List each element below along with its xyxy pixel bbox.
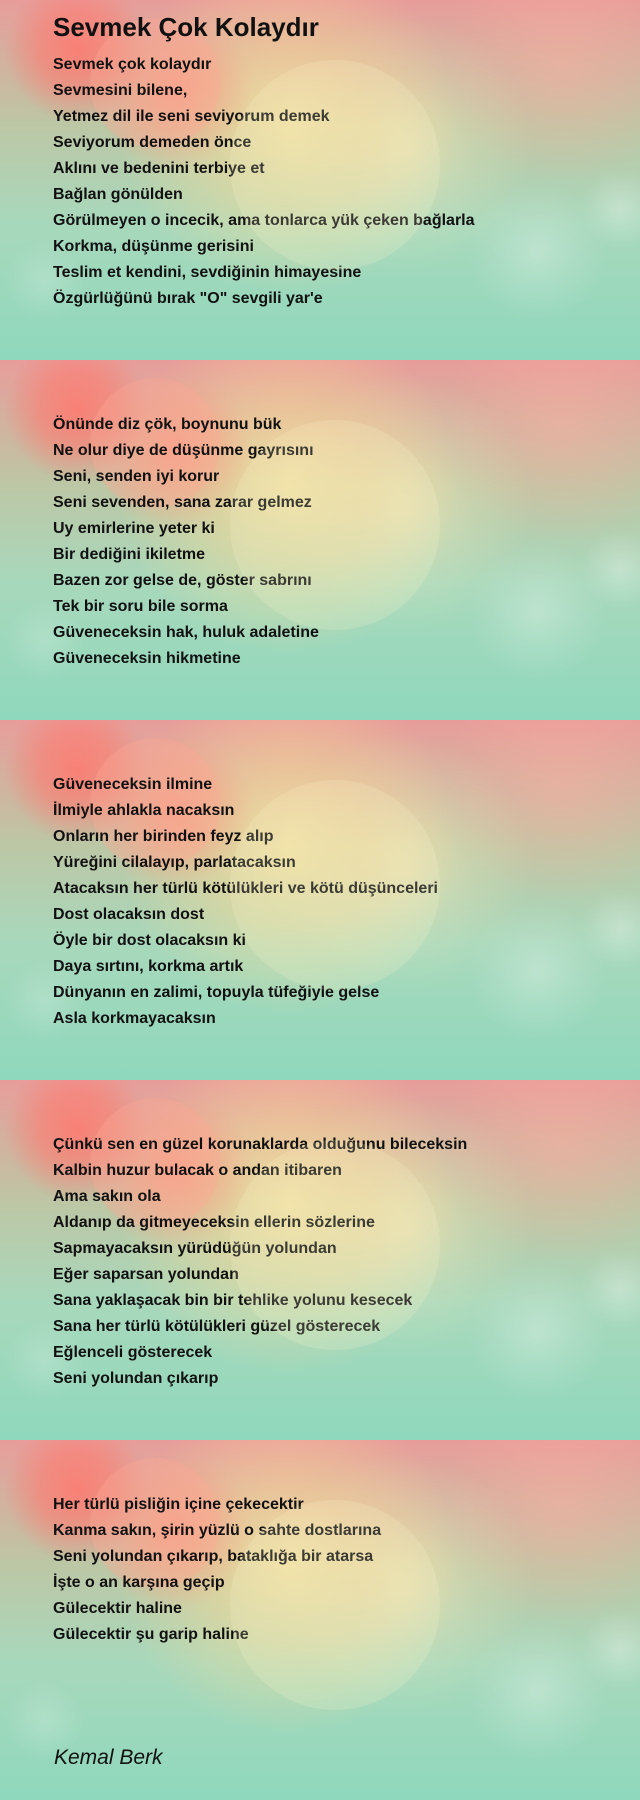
- poem-line: Aklını ve bedenini terbiye et: [53, 160, 265, 177]
- poem-panel-4: [0, 1080, 640, 1440]
- poem-line: Ne olur diye de düşünme gayrısını: [53, 442, 314, 459]
- poem-line: Teslim et kendini, sevdiğinin himayesine: [53, 264, 362, 281]
- poem-line: Yetmez dil ile seni seviyorum demek: [53, 108, 330, 125]
- poem-line: Sapmayacaksın yürüdüğün yolundan: [53, 1240, 337, 1257]
- poem-line: Atacaksın her türlü kötülükleri ve kötü düşünceleri: [53, 880, 438, 897]
- poem-panel-5: [0, 1440, 640, 1800]
- poem-line: Sana her türlü kötülükleri güzel gösterecek: [53, 1318, 381, 1335]
- poem-line: Güveneceksin hikmetine: [53, 650, 241, 667]
- poem-line: Daya sırtını, korkma artık: [53, 958, 244, 975]
- stanza-2: [53, 412, 319, 672]
- poem-line: İşte o an karşına geçip: [53, 1574, 225, 1591]
- poem-line: Güveneceksin hak, huluk adaletine: [53, 624, 319, 641]
- poem-title: Sevmek Çok Kolaydır: [53, 12, 319, 42]
- poem-line: İlmiyle ahlakla nacaksın: [53, 802, 235, 819]
- poem-line: Aldanıp da gitmeyeceksin ellerin sözlerine: [53, 1214, 375, 1231]
- poem-line: Onların her birinden feyz alıp: [53, 828, 274, 845]
- poem-panel-1: [0, 0, 640, 360]
- poem-line: Tek bir soru bile sorma: [53, 598, 228, 615]
- poem-line: Seviyorum demeden önce: [53, 134, 252, 151]
- poem-line: Çünkü sen en güzel korunaklarda olduğunu bileceksin: [53, 1136, 468, 1153]
- poem-line: Seni yolundan çıkarıp, bataklığa bir atarsa: [53, 1548, 374, 1565]
- poem-line: Bazen zor gelse de, göster sabrını: [53, 572, 312, 589]
- poem-line: Uy emirlerine yeter ki: [53, 520, 215, 537]
- poem-line: Ama sakın ola: [53, 1188, 161, 1205]
- poem-line: Kalbin huzur bulacak o andan itibaren: [53, 1162, 342, 1179]
- poem-panel-3: [0, 720, 640, 1080]
- stanza-3: [53, 772, 438, 1032]
- stanza-1: [53, 52, 475, 312]
- poem-line: Görülmeyen o incecik, ama tonlarca yük çeken bağlarla: [53, 212, 475, 229]
- poem-line: Eğer saparsan yolundan: [53, 1266, 239, 1283]
- poem-line: Önünde diz çök, boynunu bük: [53, 416, 282, 433]
- poem-line: Dünyanın en zalimi, topuyla tüfeğiyle gelse: [53, 984, 380, 1001]
- poem-line: Eğlenceli gösterecek: [53, 1344, 213, 1361]
- poem-line: Sevmek çok kolaydır: [53, 56, 212, 73]
- poem-line: Korkma, düşünme gerisini: [53, 238, 254, 255]
- poem-line: Bir dediğini ikiletme: [53, 546, 206, 563]
- poem-line: Öyle bir dost olacaksın ki: [53, 932, 246, 949]
- poem-line: Güveneceksin ilmine: [53, 776, 213, 793]
- poem-line: Asla korkmayacaksın: [53, 1010, 216, 1027]
- poem-line: Sana yaklaşacak bin bir tehlike yolunu kesecek: [53, 1292, 413, 1309]
- poem-line: Seni yolundan çıkarıp: [53, 1370, 219, 1387]
- poem-line: Bağlan gönülden: [53, 186, 183, 203]
- poem-line: Dost olacaksın dost: [53, 906, 205, 923]
- poem-line: Gülecektir haline: [53, 1600, 182, 1617]
- poem-line: Sevmesini bilene,: [53, 82, 188, 99]
- stanza-5: [53, 1492, 381, 1648]
- poem-line: Seni, senden iyi korur: [53, 468, 220, 485]
- stanza-4: [53, 1132, 467, 1392]
- poem-line: Her türlü pisliğin içine çekecektir: [53, 1496, 304, 1513]
- poem-panel-2: [0, 360, 640, 720]
- poem-line: Yüreğini cilalayıp, parlatacaksın: [53, 854, 296, 871]
- poem-line: Seni sevenden, sana zarar gelmez: [53, 494, 312, 511]
- poem-line: Gülecektir şu garip haline: [53, 1626, 249, 1643]
- poem-line: Özgürlüğünü bırak "O" sevgili yar'e: [53, 290, 323, 307]
- poem-line: Kanma sakın, şirin yüzlü o sahte dostlarına: [53, 1522, 382, 1539]
- poem-author: Kemal Berk: [54, 1746, 163, 1769]
